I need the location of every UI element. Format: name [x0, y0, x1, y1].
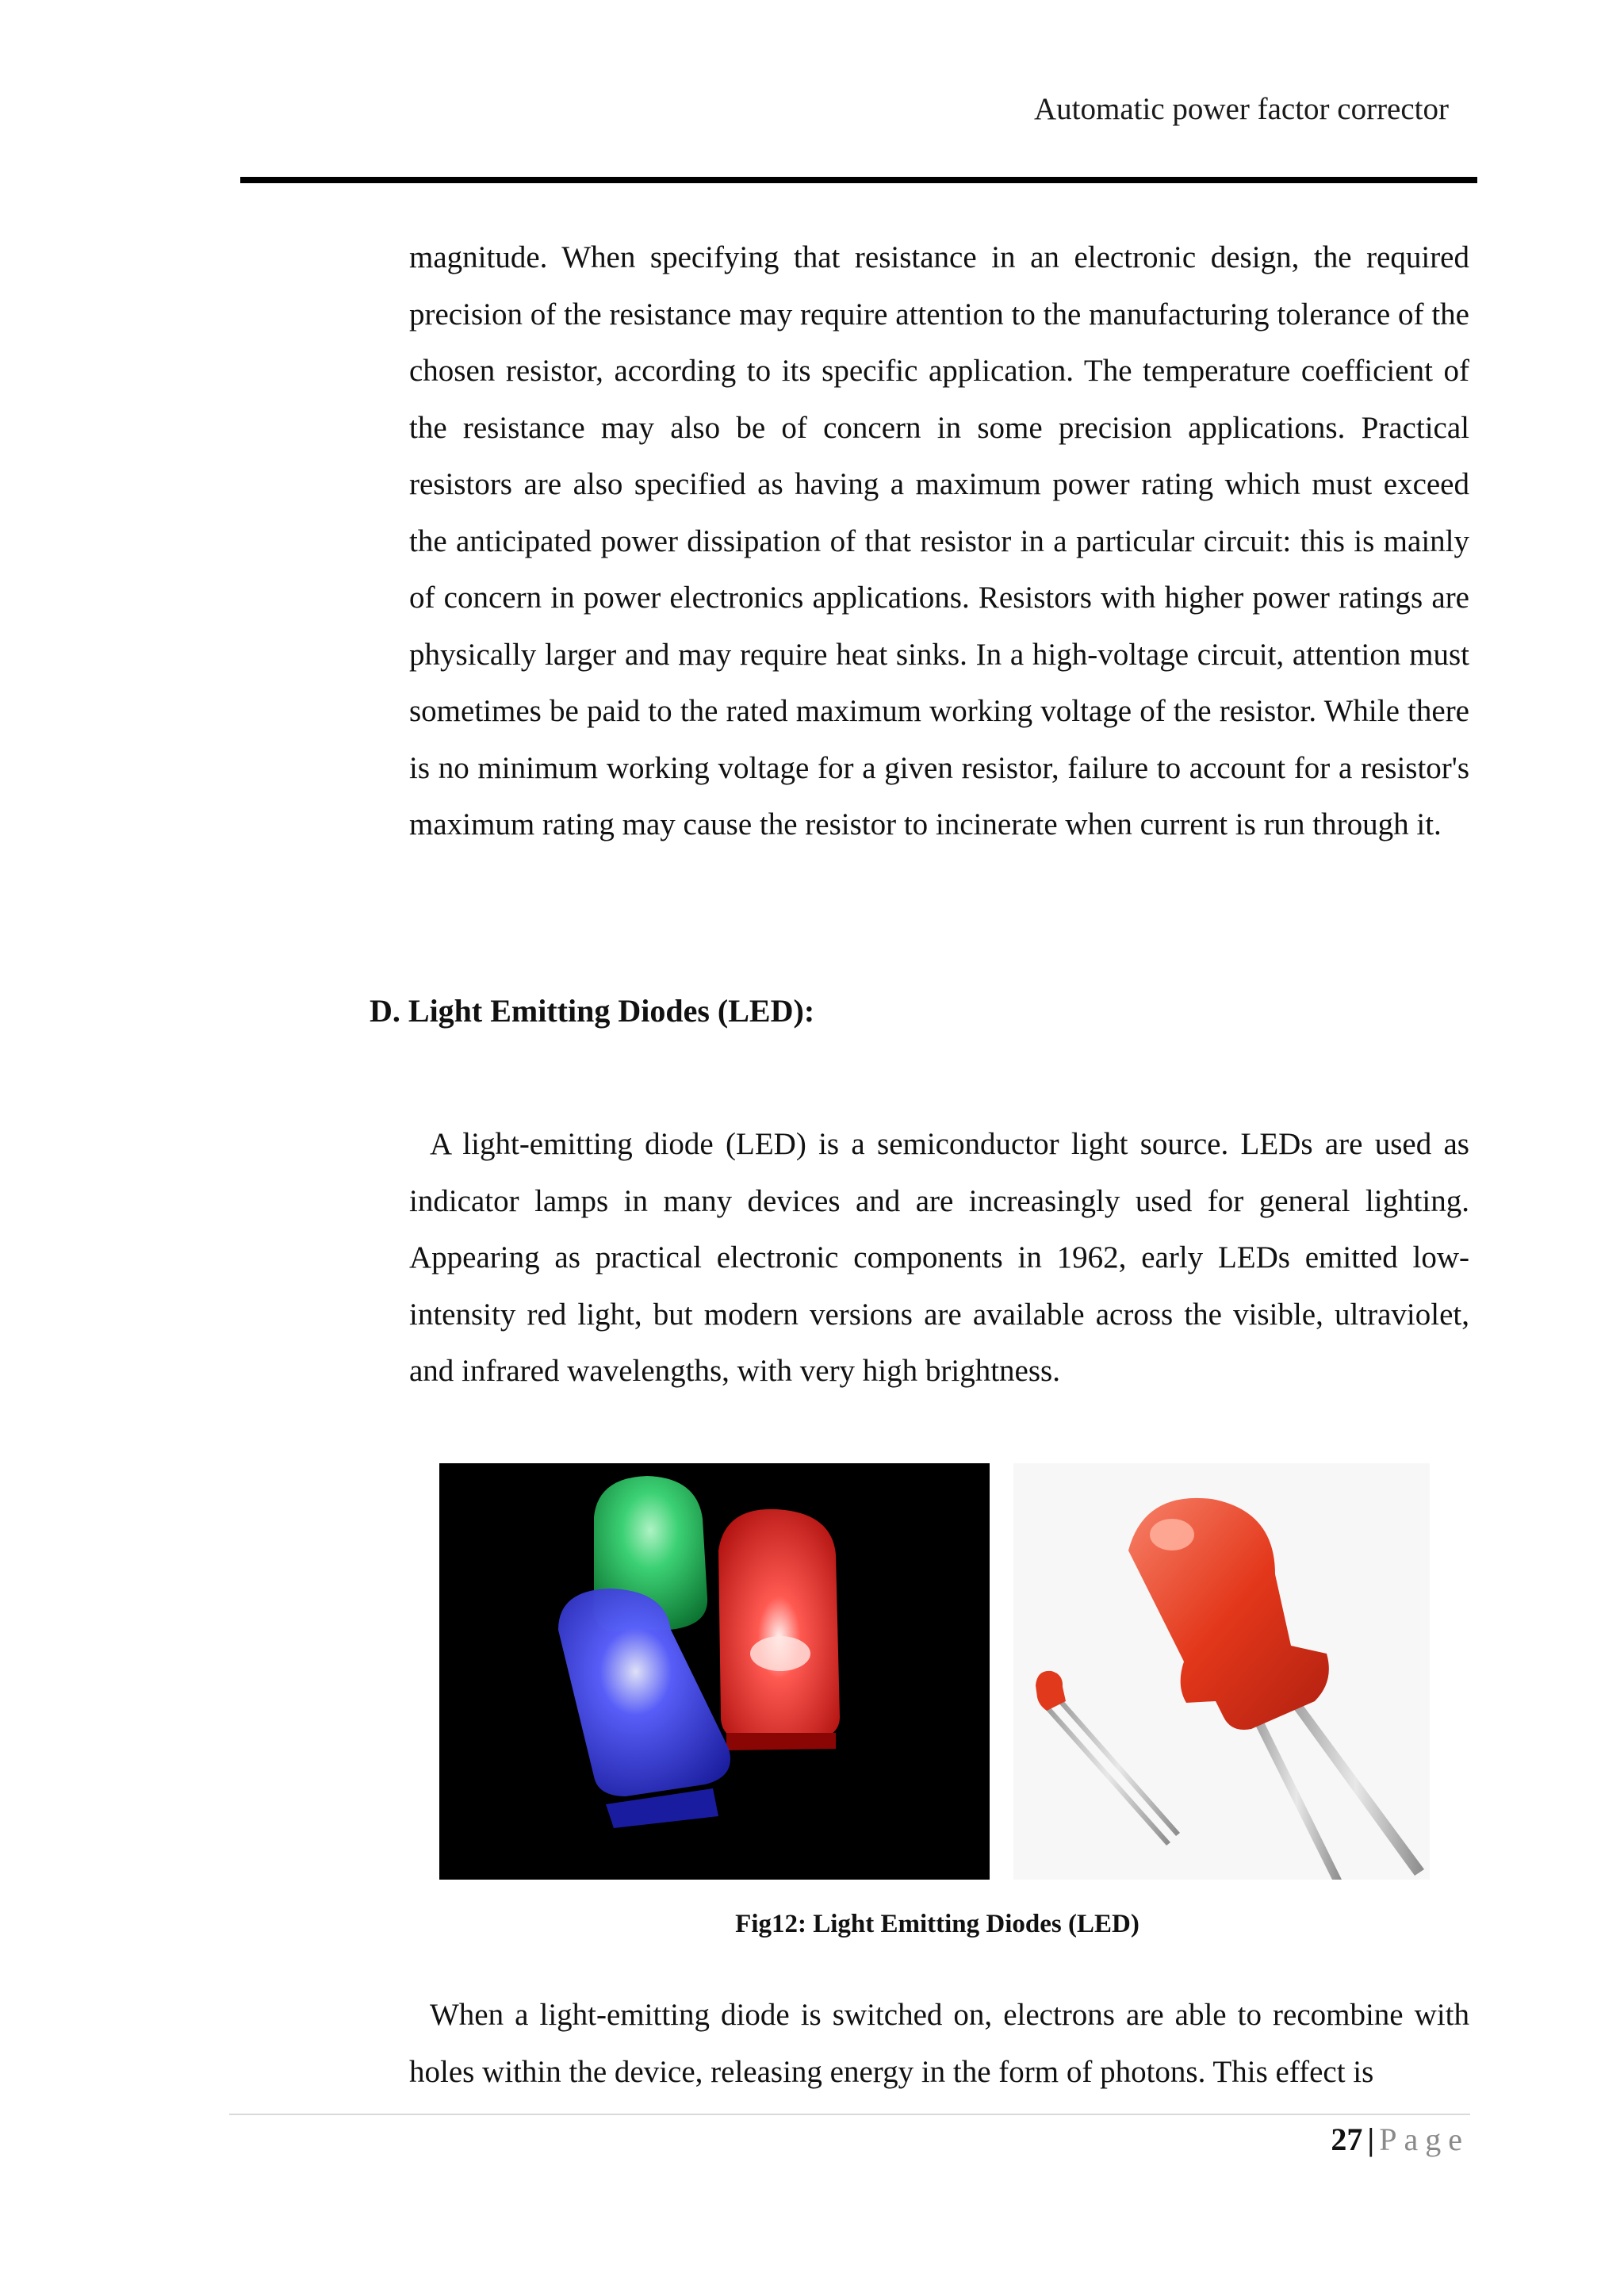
rgb-led-photo [439, 1463, 990, 1880]
red-led-photo [1013, 1463, 1430, 1880]
page-number-separator: | [1367, 2122, 1375, 2157]
page-number-value: 27 [1331, 2122, 1363, 2157]
section-heading-led: D. Light Emitting Diodes (LED): [370, 993, 815, 1029]
header-rule [240, 177, 1477, 183]
running-header: Automatic power factor corrector [1034, 92, 1449, 126]
body-paragraph-led-operation: When a light-emitting diode is switched on, electrons are able to recombine with holes within the device, releasing energy in the form of photons. This effect is [409, 1998, 1469, 2089]
footer-rule [229, 2114, 1470, 2115]
page-number [1331, 2116, 1469, 2164]
page-label: Page [1379, 2122, 1469, 2157]
body-paragraph-led-intro: A light-emitting diode (LED) is a semiconductor light source. LEDs are used as indicator lamps in many devices and are increasingly used for general lighting. Appearing as practical electronic components in 1962, early LEDs emitted low-intensity red light, but modern versions are available across the visible, ultraviolet, and infrared wavelengths, with very high brightness. [409, 1127, 1469, 1388]
body-paragraph-resistor-ratings: magnitude. When specifying that resistance in an electronic design, the required precision of the resistance may require attention to the manufacturing tolerance of the chosen resistor, according to its specific application. The temperature coefficient of the resistance may also be of concern in some precision applications. Practical resistors are also specified as having a maximum power rating which must exceed the anticipated power dissipation of that resistor in a particular circuit: this is mainly of concern in power electronics applications. Resistors with higher power ratings are physically larger and may require heat sinks. In a high-voltage circuit, attention must sometimes be paid to the rated maximum working voltage of the resistor. While there is no minimum working voltage for a given resistor, failure to account for a resistor's maximum rating may cause the resistor to incinerate when current is run through it. [409, 240, 1469, 841]
figure-caption: Fig12: Light Emitting Diodes (LED) [735, 1910, 1139, 1938]
